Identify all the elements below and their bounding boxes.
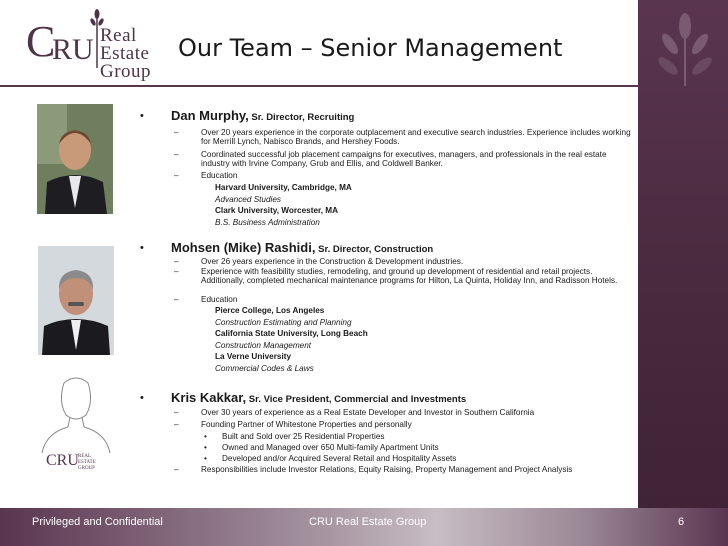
slide-header bbox=[0, 0, 638, 84]
photo-kris-kakkar-sketch bbox=[36, 373, 116, 478]
person-name: Dan Murphy, Sr. Director, Recruiting bbox=[171, 108, 355, 123]
education-list: Harvard University, Cambridge, MA Advanced Studies Clark University, Worcester, MA B.S. Business Administration bbox=[215, 183, 352, 227]
slide-footer bbox=[0, 508, 728, 546]
leaf-decoration-icon bbox=[650, 8, 720, 88]
slide: C RU Real Estate Group Our Team – Senior Management CRU REAL ESTATE GROUP • Dan Murphy, Sr. Director, Recruiting – Over 20 years experience in the corporate outplacement and executive search industries. Experience includes working for Merrill Lynch, Nabisco Brands, and Hershey Foods. – Coordinated successful job placement campaigns for executives, managers, and professionals in the real estate industry with Irvine Company, Grub and Ellis, and Coldwell Banker. – Education Harvard University, Cambridge, MA Advanced Studies Clark University, Worcester, MA B.S. Business Administration • Mohsen (Mike) Rashidi, Sr. Director, Construction – Over 26 years experience in the Construction & Development industries. – Experience with feasibility studies, remodeling, and ground up development of residential and retail projects. Additionally, completed mechanical maintenance programs for Hilton, La Quinta, Holiday Inn, and Radisson Hotels. – Education Pierce College, Los Angeles Construction Estimating and Planning California State University, Long Beach Construction Management La Verne University Commercial Codes & Laws • Kris Kakkar, Sr. Vice President, Commercial and Investments – Over 30 years of experience as a Real Estate Developer and Investor in Southern California – Founding Partner of Whitestone Properties and personally • Built and Sold over 25 Residential Properties • Owned and Managed over 650 Multi-family Apartment Units • Developed and/or Acquired Several Retail and Hospitality Assets – Responsibilities include Investor Relations, Equity Raising, Property Management and Project Analysis Privileged and Confidential CRU Real Estate Group 6 bbox=[0, 0, 728, 546]
footer-confidential: Privileged and Confidential bbox=[32, 516, 163, 528]
svg-text:GROUP: GROUP bbox=[78, 466, 95, 471]
bullet: • bbox=[140, 392, 144, 404]
logo-word-estate: Estate bbox=[100, 43, 150, 64]
svg-text:ESTATE: ESTATE bbox=[78, 460, 96, 465]
header-divider bbox=[0, 85, 638, 87]
svg-text:CRU: CRU bbox=[46, 452, 79, 469]
footer-company: CRU Real Estate Group bbox=[309, 516, 427, 528]
page-number: 6 bbox=[678, 516, 685, 528]
logo-word-real: Real bbox=[100, 25, 137, 46]
company-logo bbox=[26, 8, 166, 82]
photo-mohsen-rashidi bbox=[38, 246, 114, 355]
education-list: Pierce College, Los Angeles Construction Estimating and Planning California State University, Long Beach Construction Management La Verne University Commercial Codes & Laws bbox=[215, 306, 368, 373]
person-name: Mohsen (Mike) Rashidi, Sr. Director, Construction bbox=[171, 240, 434, 255]
logo-c: C bbox=[26, 17, 56, 66]
logo-word-group: Group bbox=[100, 61, 152, 82]
logo-ru: RU bbox=[52, 33, 94, 66]
photo-dan-murphy bbox=[37, 104, 113, 214]
bullet: • bbox=[140, 110, 144, 122]
bullet: • bbox=[140, 242, 144, 254]
svg-text:REAL: REAL bbox=[78, 454, 92, 459]
slide-title: Our Team – Senior Management bbox=[178, 34, 563, 62]
person-name: Kris Kakkar, Sr. Vice President, Commercial and Investments bbox=[171, 390, 467, 405]
